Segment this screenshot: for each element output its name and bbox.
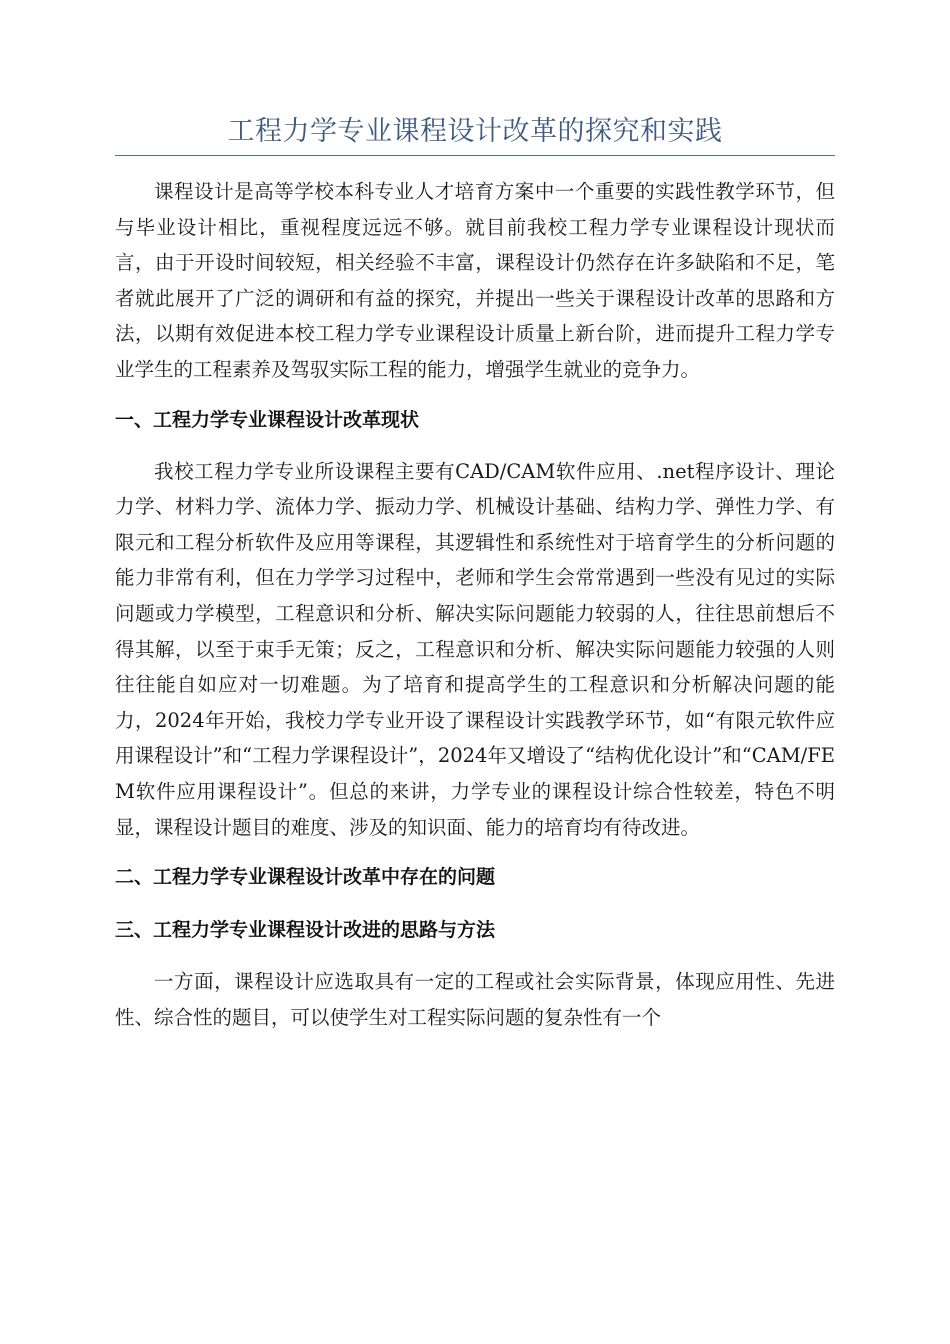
document-title: 工程力学专业课程设计改革的探究和实践: [227, 116, 723, 147]
spacer: [115, 388, 835, 403]
section-heading-3: 三、工程力学专业课程设计改进的思路与方法: [115, 919, 496, 942]
spacer: [115, 845, 835, 860]
title-underline: [115, 155, 835, 156]
intro-paragraph: 课程设计是高等学校本科专业人才培育方案中一个重要的实践性教学环节，但与毕业设计相比，重视程度远远不够。就目前我校工程力学专业课程设计现状而言，由于开设时间较短，相关经验不丰富，课程设计仍然存在许多缺陷和不足，笔者就此展开了广泛的调研和有益的探究，并提出一些关于课程设计改革的思路和方法，以期有效促进本校工程力学专业课程设计质量上新台阶，进而提升工程力学专业学生的工程素养及驾驭实际工程的能力，增强学生就业的竞争力。: [115, 180, 835, 381]
document-body: [115, 174, 835, 1035]
spacer: [115, 438, 835, 454]
spacer: [115, 895, 835, 913]
spacer: [115, 948, 835, 964]
section-3-paragraph: 一方面，课程设计应选取具有一定的工程或社会实际背景，体现应用性、先进性、综合性的题目，可以使学生对工程实际问题的复杂性有一个: [115, 970, 835, 1029]
section-1-paragraph: 我校工程力学专业所设课程主要有CAD/CAM软件应用、.net程序设计、理论力学、材料力学、流体力学、振动力学、机械设计基础、结构力学、弹性力学、有限元和工程分析软件及应用等课程，其逻辑性和系统性对于培育学生的分析问题的能力非常有利，但在力学学习过程中，老师和学生会常常遇到一些没有见过的实际问题或力学模型，工程意识和分析、解决实际问题能力较弱的人，往往思前想后不得其解，以至于束手无策；反之，工程意识和分析、解决实际问题能力较强的人则往往能自如应对一切难题。为了培育和提高学生的工程意识和分析解决问题的能力，2024年开始，我校力学专业开设了课程设计实践教学环节，如“有限元软件应用课程设计”和“工程力学课程设计”，2024年又增设了“结构优化设计”和“CAM/FEM软件应用课程设计”。但总的来讲，力学专业的课程设计综合性较差，特色不明显，课程设计题目的难度、涉及的知识面、能力的培育均有待改进。: [115, 459, 835, 839]
section-heading-2: 二、工程力学专业课程设计改革中存在的问题: [115, 866, 496, 889]
section-heading-1: 一、工程力学专业课程设计改革现状: [115, 408, 420, 431]
